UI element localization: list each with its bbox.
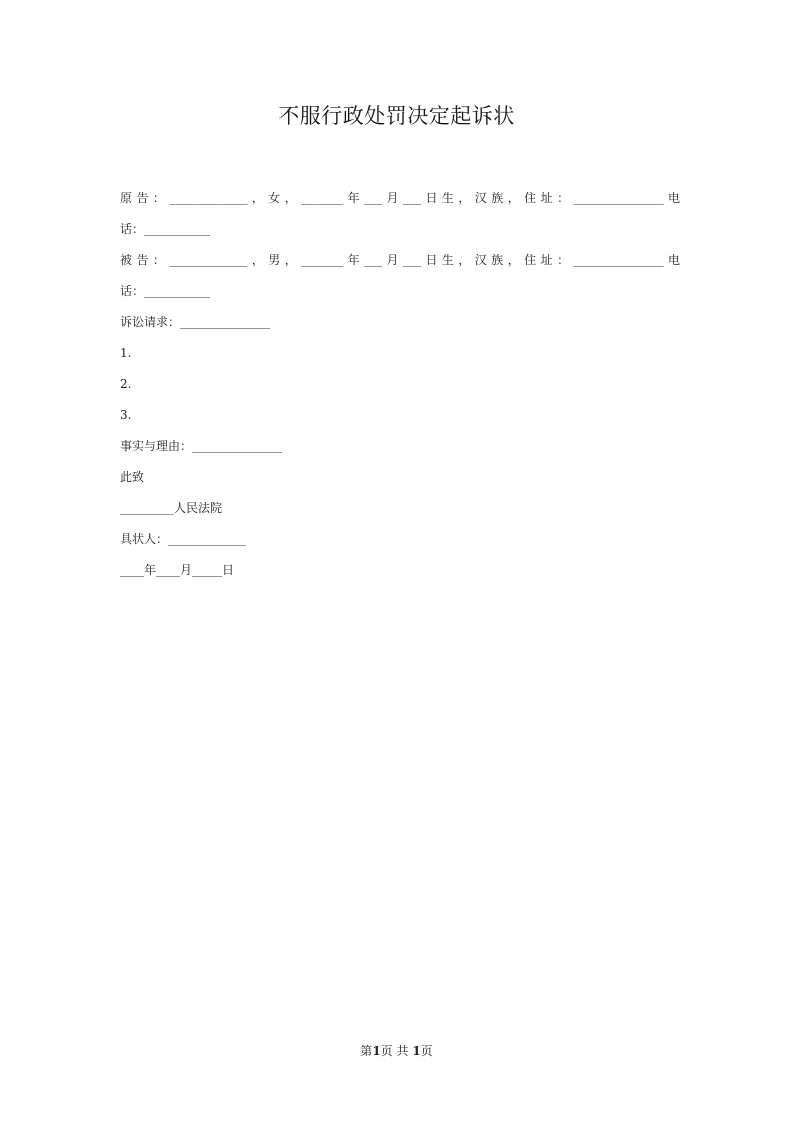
document-body bbox=[120, 183, 680, 586]
claim-item-3: 3. bbox=[120, 408, 132, 422]
defendant-line: 被告：_____________，男，_______年___月___日生，汉族，住址：_______________电 bbox=[120, 253, 680, 267]
claim-item-2: 2. bbox=[120, 377, 132, 391]
document-title: 不服行政处罚决定起诉状 bbox=[278, 104, 515, 128]
petitioner-signature-line: 具状人：_____________ bbox=[120, 532, 247, 546]
date-line: ____年____月_____日 bbox=[120, 563, 235, 577]
claims-heading: 诉讼请求：_______________ bbox=[120, 315, 271, 329]
page-footer bbox=[0, 1042, 793, 1059]
page-current: 1 bbox=[372, 1044, 381, 1058]
plaintiff-line: 原告：_____________，女，_______年___月___日生，汉族，住址：_______________电 bbox=[120, 191, 680, 205]
salutation-line: 此致 bbox=[120, 470, 145, 484]
page-mid: 页 共 bbox=[380, 1044, 413, 1058]
plaintiff-phone-line: 话：___________ bbox=[120, 222, 211, 236]
page-total: 1 bbox=[412, 1044, 421, 1058]
claim-item-1: 1. bbox=[120, 346, 132, 360]
page-suffix: 页 bbox=[420, 1044, 433, 1058]
court-line: _________人民法院 bbox=[120, 501, 223, 515]
page-prefix: 第 bbox=[360, 1044, 373, 1058]
facts-reasons-line: 事实与理由：_______________ bbox=[120, 439, 283, 453]
defendant-phone-line: 话：___________ bbox=[120, 284, 211, 298]
